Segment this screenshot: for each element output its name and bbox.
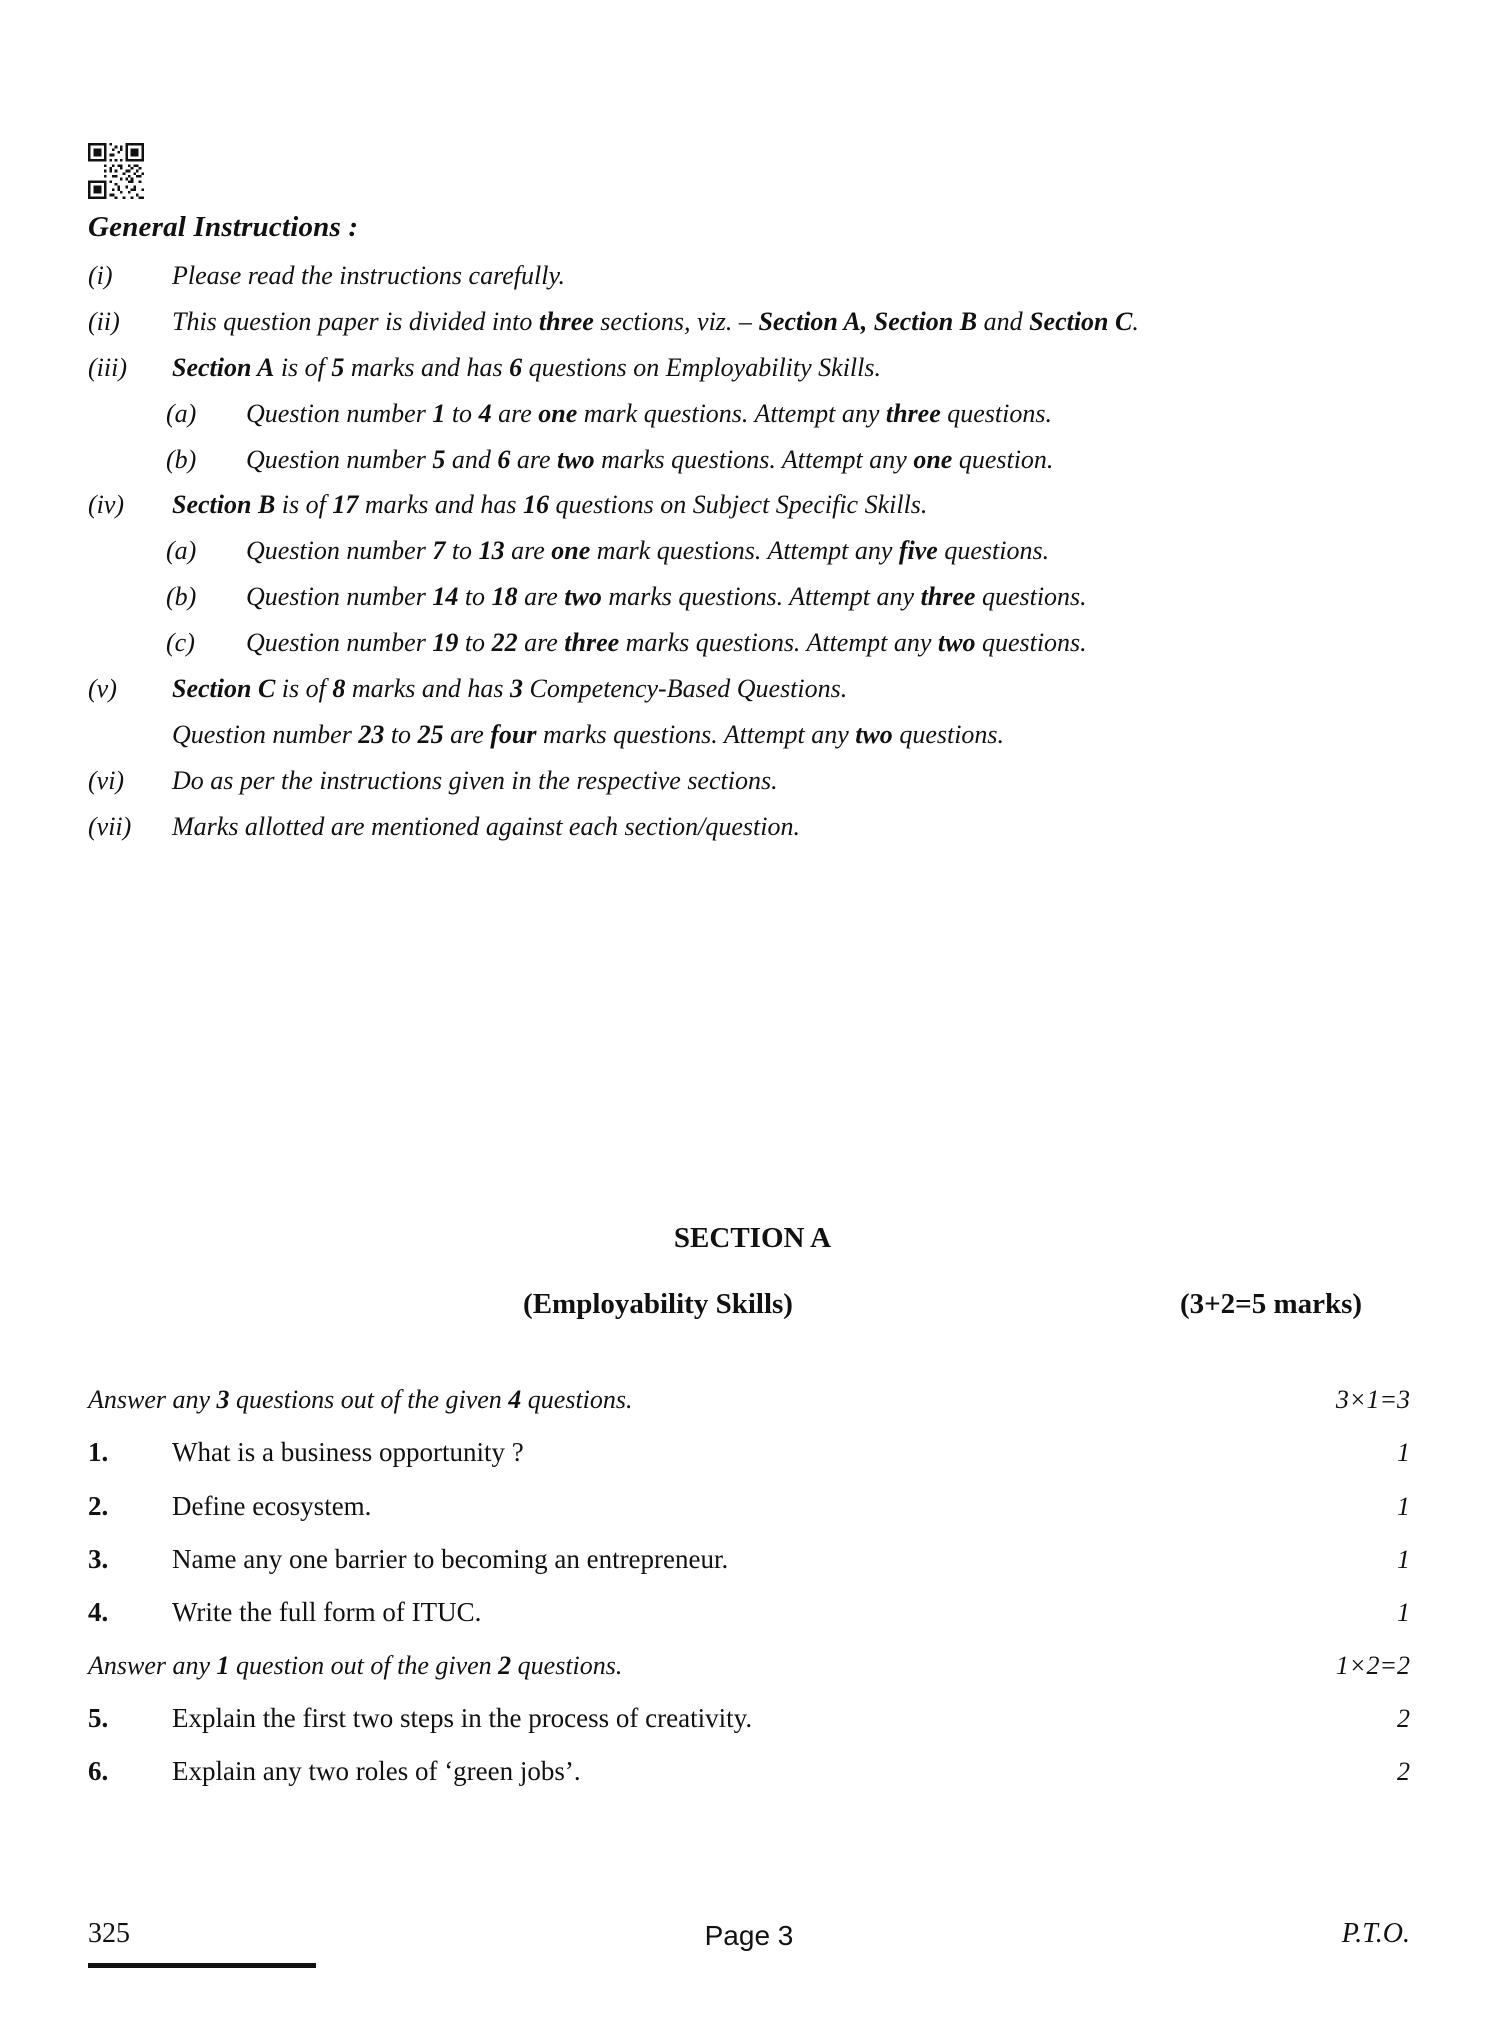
plain-text: Competency-Based Questions. <box>523 674 848 704</box>
plain-text: Question number <box>246 536 433 566</box>
plain-text: Question number <box>246 628 433 658</box>
plain-text: to <box>384 719 418 749</box>
page-footer <box>88 1918 1410 1978</box>
emphasis-text: 16 <box>523 490 550 520</box>
plain-text: Answer any <box>88 1650 217 1680</box>
question-text: Define ecosystem. <box>172 1490 372 1521</box>
question-marks: 1 <box>1397 1544 1410 1574</box>
plain-text: Please read the instructions carefully. <box>172 260 566 290</box>
instructions-list <box>88 258 1410 846</box>
question-marks: 2 <box>1397 1703 1410 1733</box>
instruction-text <box>172 809 1410 846</box>
plain-text: to <box>445 398 479 428</box>
emphasis-text: two <box>855 719 893 749</box>
emphasis-text: 6 <box>509 352 523 382</box>
paper-code: 325 <box>88 1918 130 1949</box>
emphasis-text: 6 <box>497 444 511 474</box>
emphasis-text: Section C <box>172 674 276 704</box>
emphasis-text: five <box>898 536 938 566</box>
instruction-subitem <box>88 625 1410 662</box>
group-marks: 1×2=2 <box>1335 1650 1410 1680</box>
question-row <box>88 1594 1410 1630</box>
plain-text: questions. <box>521 1385 633 1414</box>
emphasis-text: 22 <box>491 628 518 658</box>
emphasis-text: 13 <box>478 536 505 566</box>
instruction-subitem <box>88 579 1410 616</box>
plain-text: This question paper is divided into <box>172 306 539 336</box>
instruction-marker: (ii) <box>88 306 120 336</box>
plain-text: marks questions. Attempt any <box>619 628 938 658</box>
section-a-subtitle: (Employability Skills) <box>523 1288 793 1320</box>
question-number: 2. <box>88 1490 109 1521</box>
instruction-subitem <box>88 396 1410 433</box>
question-text: Name any one barrier to becoming an entrepreneur. <box>172 1543 729 1574</box>
question-text: Explain any two roles of ‘green jobs’. <box>172 1756 581 1787</box>
instruction-item <box>88 350 1410 387</box>
pto-label: P.T.O. <box>1341 1918 1410 1949</box>
plain-text: question. <box>952 444 1054 474</box>
instruction-subitem <box>88 533 1410 570</box>
plain-text: questions on Employability Skills. <box>522 352 881 382</box>
emphasis-text: two <box>557 444 595 474</box>
question-row <box>88 1700 1410 1736</box>
plain-text: marks and has <box>344 352 510 382</box>
section-a-marks: (3+2=5 marks) <box>1180 1288 1363 1320</box>
plain-text: questions. <box>937 536 1050 566</box>
question-number: 4. <box>88 1597 109 1628</box>
emphasis-text: 25 <box>417 719 444 749</box>
emphasis-text: three <box>920 582 976 612</box>
emphasis-text: one <box>538 398 578 428</box>
subitem-marker: (c) <box>166 628 195 658</box>
emphasis-text: 8 <box>332 674 346 704</box>
subitem-marker: (b) <box>166 444 197 474</box>
plain-text: and <box>977 306 1030 336</box>
question-marks: 1 <box>1397 1438 1410 1468</box>
answer-instruction-text <box>88 1382 1260 1417</box>
emphasis-text: Section C <box>1029 306 1133 336</box>
plain-text: to <box>458 628 492 658</box>
plain-text: questions. <box>940 398 1052 428</box>
plain-text: questions. <box>511 1650 623 1680</box>
plain-text: questions out of the given <box>229 1385 509 1414</box>
instruction-item <box>88 304 1410 341</box>
instruction-marker: (i) <box>88 260 113 290</box>
plain-text: questions. <box>975 582 1087 612</box>
plain-text: are <box>517 582 565 612</box>
plain-text: mark questions. Attempt any <box>590 536 899 566</box>
instruction-text <box>172 763 1410 800</box>
question-number: 5. <box>88 1702 109 1733</box>
emphasis-text: Section A, Section B <box>758 306 978 336</box>
plain-text: questions. <box>975 628 1087 658</box>
instruction-text <box>172 304 1410 341</box>
emphasis-text: 4 <box>478 398 492 428</box>
instruction-item <box>88 763 1410 800</box>
general-instructions-block <box>88 212 1410 855</box>
emphasis-text: 18 <box>491 582 518 612</box>
qr-code-icon <box>88 143 144 199</box>
emphasis-text: 2 <box>498 1650 512 1680</box>
instruction-item <box>88 487 1410 524</box>
instruction-item <box>88 258 1410 295</box>
plain-text: is of <box>274 352 332 382</box>
plain-text: questions on Subject Specific Skills. <box>549 490 928 520</box>
emphasis-text: two <box>564 582 602 612</box>
instruction-marker: (vi) <box>88 765 125 795</box>
subitem-marker: (a) <box>166 398 197 428</box>
instruction-text <box>172 671 1410 708</box>
plain-text: are <box>504 536 552 566</box>
question-marks: 1 <box>1397 1598 1410 1628</box>
plain-text: is of <box>275 490 333 520</box>
section-a-question-list <box>88 1382 1410 1807</box>
plain-text: . <box>1132 306 1139 336</box>
emphasis-text: Section A <box>172 352 275 382</box>
plain-text: Question number <box>246 444 433 474</box>
emphasis-text: 23 <box>358 719 385 749</box>
subitem-text <box>246 579 1410 616</box>
question-number: 3. <box>88 1543 109 1574</box>
question-row <box>88 1488 1410 1524</box>
plain-text: question out of the given <box>229 1650 499 1680</box>
subitem-text <box>246 396 1410 433</box>
page-number: Page 3 <box>704 1920 794 1951</box>
emphasis-text: 19 <box>432 628 459 658</box>
emphasis-text: 5 <box>331 352 345 382</box>
plain-text: marks and has <box>345 674 511 704</box>
instruction-item <box>88 809 1410 846</box>
subitem-text <box>246 533 1410 570</box>
instruction-text <box>172 487 1410 524</box>
plain-text: and <box>445 444 498 474</box>
plain-text: Marks allotted are mentioned against each section/question. <box>172 811 800 841</box>
plain-text: marks questions. Attempt any <box>601 582 921 612</box>
question-number: 1. <box>88 1437 109 1468</box>
instruction-item <box>88 671 1410 708</box>
emphasis-text: 3 <box>510 674 524 704</box>
emphasis-text: three <box>564 628 620 658</box>
plain-text: are <box>443 719 491 749</box>
group-marks: 3×1=3 <box>1335 1385 1410 1414</box>
emphasis-text: two <box>937 628 976 658</box>
section-a-title: SECTION A <box>673 1222 832 1254</box>
question-marks: 2 <box>1397 1757 1410 1787</box>
question-text: Explain the first two steps in the process of creativity. <box>172 1702 753 1733</box>
emphasis-text: 4 <box>508 1385 522 1414</box>
instruction-marker: (iv) <box>88 490 125 520</box>
plain-text: is of <box>275 674 333 704</box>
plain-text: to <box>445 536 479 566</box>
question-number: 6. <box>88 1756 109 1787</box>
plain-text: Answer any <box>88 1385 217 1414</box>
plain-text: Question number <box>246 398 433 428</box>
emphasis-text: Section B <box>172 490 276 520</box>
emphasis-text: 1 <box>432 398 446 428</box>
answer-instruction-row <box>88 1382 1410 1417</box>
instruction-marker: (iii) <box>88 352 127 382</box>
plain-text: mark questions. Attempt any <box>577 398 886 428</box>
emphasis-text: 14 <box>432 582 459 612</box>
question-marks: 1 <box>1397 1491 1410 1521</box>
question-text: What is a business opportunity ? <box>172 1437 524 1468</box>
emphasis-text: four <box>490 719 537 749</box>
emphasis-text: three <box>885 398 941 428</box>
answer-instruction-row <box>88 1648 1410 1683</box>
subitem-marker: (a) <box>166 536 197 566</box>
instruction-text <box>172 350 1410 387</box>
emphasis-text: 7 <box>432 536 446 566</box>
question-row <box>88 1753 1410 1789</box>
answer-instruction-text <box>88 1648 1260 1683</box>
emphasis-text: 17 <box>332 490 359 520</box>
subitem-text <box>246 625 1410 662</box>
instruction-subitem <box>88 442 1410 479</box>
plain-text: questions. <box>892 719 1005 749</box>
plain-text: are <box>517 628 565 658</box>
question-row <box>88 1541 1410 1577</box>
footer-rule <box>88 1963 316 1968</box>
subitem-marker: (b) <box>166 582 197 612</box>
emphasis-text: 5 <box>432 444 446 474</box>
plain-text: marks questions. Attempt any <box>536 719 856 749</box>
plain-text: Question number <box>246 582 433 612</box>
plain-text: to <box>458 582 492 612</box>
plain-text: Do as per the instructions given in the respective sections. <box>172 765 778 795</box>
general-instructions-heading: General Instructions : <box>88 211 359 243</box>
emphasis-text: three <box>538 306 594 336</box>
emphasis-text: one <box>551 536 591 566</box>
instruction-text <box>172 258 1410 295</box>
instruction-marker: (v) <box>88 674 117 704</box>
question-text: Write the full form of ITUC. <box>172 1597 482 1628</box>
plain-text: sections, viz. – <box>593 306 759 336</box>
subitem-text <box>246 442 1410 479</box>
plain-text: are <box>491 398 539 428</box>
plain-text: marks questions. Attempt any <box>594 444 914 474</box>
emphasis-text: 1 <box>216 1650 230 1680</box>
instruction-continuation <box>88 717 1410 754</box>
emphasis-text: one <box>913 444 953 474</box>
plain-text: marks and has <box>358 490 524 520</box>
plain-text: are <box>510 444 558 474</box>
instruction-marker: (vii) <box>88 811 132 841</box>
plain-text: Question number <box>172 719 359 749</box>
emphasis-text: 3 <box>216 1385 230 1414</box>
question-row <box>88 1434 1410 1470</box>
